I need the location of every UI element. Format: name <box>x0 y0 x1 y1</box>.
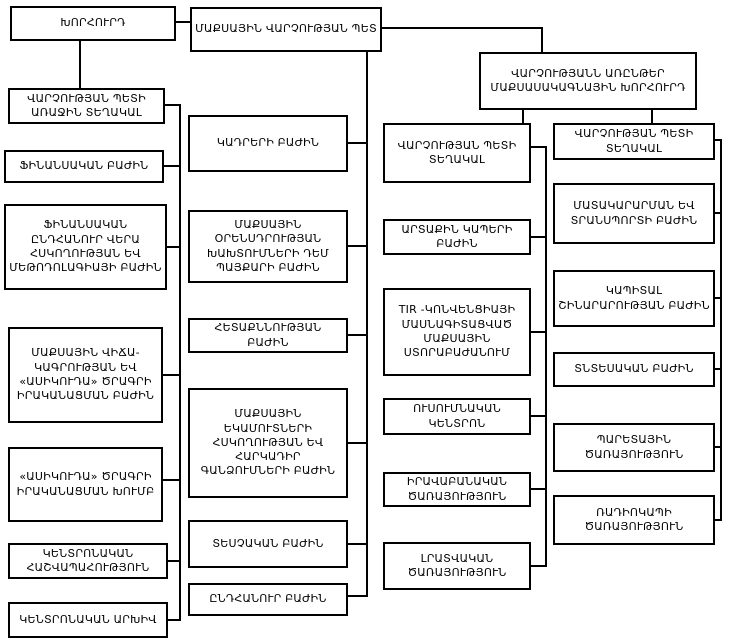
connector-tariff-to-deputy1 <box>522 110 524 123</box>
node-asycuda-group: «ԱՍԻԿՈՒԴԱ» ԾՐԱԳՐԻ ԻՐԱԿԱՆԱՑՄԱՆ ԽՈՒՄԲ <box>8 447 163 522</box>
stub-financial-control-dept <box>166 246 179 248</box>
node-external-relations-dept: ԱՐՏԱՔԻՆ ԿԱՊԵՐԻ ԲԱԺԻՆ <box>383 219 531 255</box>
stub-commandant-service <box>715 446 722 448</box>
connector-tariff-to-deputy2 <box>651 110 653 123</box>
stub-central-archive <box>167 619 179 621</box>
node-council: ԽՈՐՀՈՒՐԴ <box>10 6 176 41</box>
rail-column-3 <box>545 146 547 567</box>
stub-general-dept <box>348 595 366 597</box>
node-training-center: ՈՒՍՈՒՄՆԱԿԱՆ ԿԵՆՏՐՈՆ <box>383 398 531 435</box>
node-economic-dept: ՏՆՏԵՍԱԿԱՆ ԲԱԺԻՆ <box>553 352 715 387</box>
stub-legal-service <box>531 488 545 490</box>
stub-personnel-dept <box>348 142 366 144</box>
node-tariff-council: ՎԱՐՉՈՒԹՅԱՆՆ ԱՌԸՆԹԵՐ ՄԱՔՍԱՍԱԿԱԳՆԱՅԻՆ ԽՈՐՀՈՒՐԴ <box>479 52 697 110</box>
stub-economic-dept <box>715 368 722 370</box>
stub-anti-violations-dept <box>348 245 366 247</box>
node-personnel-dept: ԿԱԴՐԵՐԻ ԲԱԺԻՆ <box>188 115 348 172</box>
stub-training-center <box>531 415 545 417</box>
rail-column-4 <box>720 139 722 521</box>
rail-column-1 <box>179 104 181 621</box>
node-commandant-service: ՊԱՐԵՏԱՅԻՆ ԾԱՌԱՅՈՒԹՅՈՒՆ <box>553 423 715 472</box>
node-legal-service: ԻՐԱՎԱԲԱՆԱԿԱՆ ԾԱՌԱՅՈՒԹՅՈՒՆ <box>383 472 531 507</box>
connector-head-to-tariff-council-v <box>541 27 543 52</box>
stub-capital-construction-dept <box>715 297 722 299</box>
node-statistics-asycuda-dept: ՄԱՔՍԱՅԻՆ ՎԻՃԱ-ԿԱԳՐՈՒԹՅԱՆ ԵՎ «ԱՍԻԿՈՒԴԱ» ԾՐԱԳՐԻ ԻՐԱԿԱՆԱՑՄԱՆ ԲԱԺԻՆ <box>8 327 163 423</box>
node-financial-dept: ՖԻՆԱՆՍԱԿԱՆ ԲԱԺԻՆ <box>4 150 164 183</box>
stub-central-accounting <box>167 560 179 562</box>
connector-council-to-head <box>176 21 190 23</box>
stub-news-service <box>531 565 545 567</box>
stub-radio-communication-service <box>715 519 722 521</box>
node-deputy-head-1: ՎԱՐՉՈՒԹՅԱՆ ՊԵՏԻ ՏԵՂԱԿԱԼ <box>383 123 531 183</box>
node-investigation-dept: ՀԵՏԱՔՆՆՈՒԹՅԱՆ ԲԱԺԻՆ <box>188 318 348 353</box>
stub-financial-dept <box>163 165 179 167</box>
node-radio-communication-service: ՌԱԴԻՈԿԱՊԻ ԾԱՌԱՅՈՒԹՅՈՒՆ <box>553 495 715 545</box>
node-first-deputy-head: ՎԱՐՉՈՒԹՅԱՆ ՊԵՏԻ ԱՌԱՋԻՆ ՏԵՂԱԿԱԼ <box>8 88 165 124</box>
stub-statistics-asycuda-dept <box>162 374 179 376</box>
connector-council-to-first-deputy <box>79 41 81 88</box>
trunk-head <box>366 52 368 597</box>
connector-head-to-tariff-council-h <box>382 27 543 29</box>
node-tir-subdivision: TIR -ԿՈՆՎԵՆՑԻԱՅԻ ՄԱՍՆԱԳԻՏԱՑՎԱԾ ՄԱՔՍԱՅԻՆ ՍՏՈՐԱԲԱԺԱՆՈՒՄ <box>383 288 531 376</box>
stub-tir-subdivision <box>531 331 545 333</box>
stub-external-relations-dept <box>531 236 545 238</box>
node-central-accounting: ԿԵՆՏՐՈՆԱԿԱՆ ՀԱՇՎԱՊԱՀՈՒԹՅՈՒՆ <box>8 543 168 579</box>
node-anti-violations-dept: ՄԱՔՍԱՅԻՆ ՕՐԵՆՍԴՐՈՒԹՅԱՆ ԽԱԽՏՈՒՄՆԵՐԻ ԴԵՄ ՊԱՅՔԱՐԻ ԲԱԺԻՆ <box>188 210 348 283</box>
node-customs-admin-head: ՄԱՔՍԱՅԻՆ ՎԱՐՉՈՒԹՅԱՆ ՊԵՏ <box>190 7 382 52</box>
node-financial-control-dept: ՖԻՆԱՆՍԱԿԱՆ ԸՆԴՀԱՆՈՒՐ ՎԵՐԱ ՀՍԿՈՂՈՒԹՅԱՆ ԵՎ ՄԵԹՈԴՈԼԱԳԻԱՅԻ ԲԱԺԻՆ <box>4 204 167 290</box>
node-central-archive: ԿԵՆՏՐՈՆԱԿԱՆ ԱՐԽԻՎ <box>8 602 168 638</box>
stub-inspection-dept <box>348 543 366 545</box>
node-supply-transport-dept: ՄԱՏԱԿԱՐԱՐՄԱՆ ԵՎ ՏՐԱՆՍՊՈՐՏԻ ԲԱԺԻՆ <box>553 183 715 244</box>
node-capital-construction-dept: ԿԱՊԻՏԱԼ ՇԻՆԱՐԱՐՈՒԹՅԱՆ ԲԱԺԻՆ <box>553 270 715 327</box>
stub-customs-revenues-dept <box>348 442 366 444</box>
stub-supply-transport-dept <box>715 212 722 214</box>
node-deputy-head-2: ՎԱՐՉՈՒԹՅԱՆ ՊԵՏԻ ՏԵՂԱԿԱԼ <box>553 123 715 160</box>
node-customs-revenues-dept: ՄԱՔՍԱՅԻՆ ԵԿԱՄՈՒՏՆԵՐԻ ՀՍԿՈՂՈՒԹՅԱՆ ԵՎ ՀԱՐԿԱԴԻՐ ԳԱՆՁՈՒՄՆԵՐԻ ԲԱԺԻՆ <box>188 388 348 498</box>
node-general-dept: ԸՆԴՀԱՆՈՒՐ ԲԱԺԻՆ <box>188 583 348 616</box>
stub-asycuda-group <box>162 479 179 481</box>
stub-investigation-dept <box>348 334 366 336</box>
node-news-service: ԼՐԱՏՎԱԿԱՆ ԾԱՌԱՅՈՒԹՅՈՒՆ <box>383 542 531 590</box>
node-inspection-dept: ՏԵՍՉԱԿԱՆ ԲԱԺԻՆ <box>188 520 348 568</box>
